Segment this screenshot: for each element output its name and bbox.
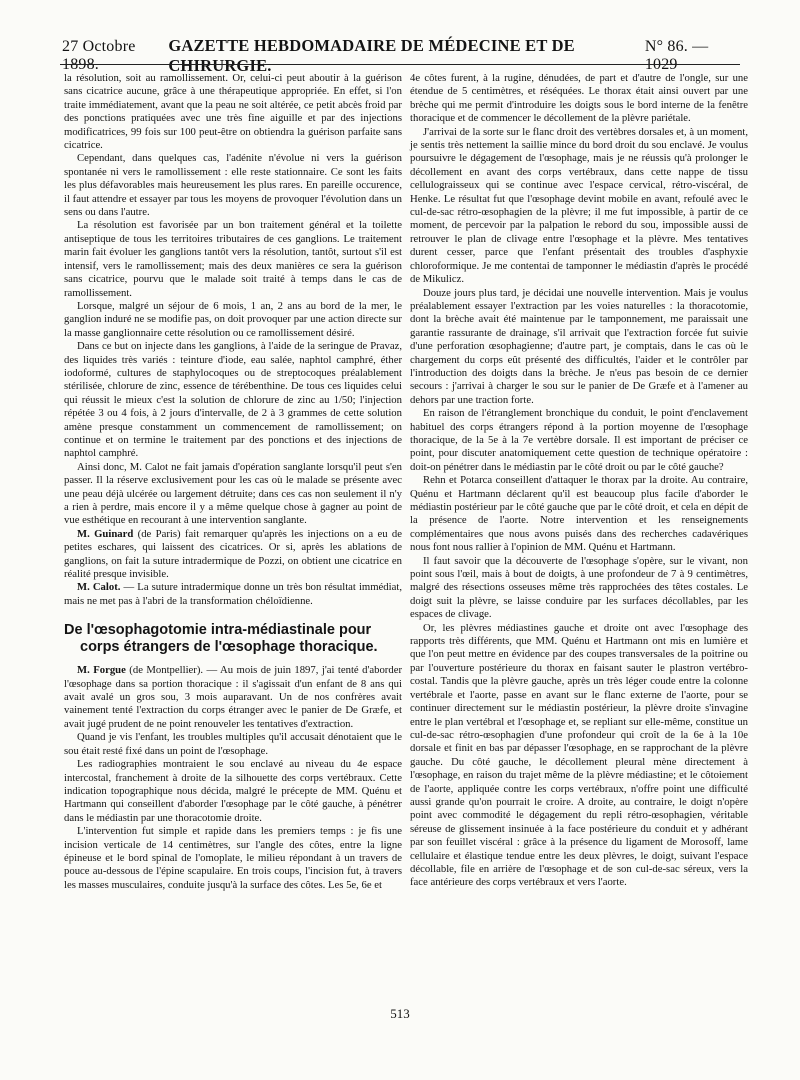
issue-date: 27 Octobre 1898. xyxy=(62,38,136,73)
issue-number-page: N° 86. — 1029 xyxy=(644,38,709,73)
paragraph xyxy=(64,528,402,582)
paragraph: Rehn et Potarca conseillent d'attaquer le thorax par la droite. Au contraire, Quénu et Hartmann déclarent qu'il est beaucoup plus facile d'aborder le médiastin postérieur par le côté gauche que par le côté droit, et cela en dépit de la présence de l'aorte. Notre intervention et les renseignements complémentaires que nous avons puisés dans des recherches cadavériques nous font nous rallier à l'opinion de MM. Quénu et Hartmann. xyxy=(410,474,748,554)
paragraph: Ainsi donc, M. Calot ne fait jamais d'opération sanglante lorsqu'il peut s'en passer. Il la réserve exclusivement pour les cas où le malade se présente avec une peau déjà ulcérée ou largement détruite; dans ces cas non seulement il n'y a rien à perdre, mais encore il y a même quelque chose à gagner au point de vue esthétique en recourant à une intervention sanglante. xyxy=(64,460,402,527)
paragraph: Douze jours plus tard, je décidai une nouvelle intervention. Mais je voulus préalablement essayer l'extraction par les voies naturelles : la thoracotomie, dont la brèche avait été maintenue par le tamponnement, me paraissait une garantie rassurante de drainage, s'il arrivait que l'extraction forcée fut suivie d'une perforation œsophagienne; d'autre part, je comptais, dans le cas où le chargement du corps eût présenté des difficultés, l'aider et le contrôler par l'introduction des doigts dans la brèche. Je n'eus pas besoin de ce dernier secours : j'arrivai à charger le sou sur le panier de De Græfe et à l'amener au dehors par une traction forte. xyxy=(410,286,748,406)
speaker-name: M. Calot. xyxy=(77,581,121,594)
header-rule xyxy=(60,64,740,65)
left-column xyxy=(64,72,402,892)
right-column xyxy=(410,72,748,890)
paragraph-text: (de Paris) fait remarquer qu'après les injections on a eu de petites eschares, qui laissent des cicatrices. Or si, après les ablations de ganglions, on fait la suture intradermique de Pozzi, on obtient une cicatrice en réalité presque invisible. xyxy=(64,527,402,581)
paragraph: Quand je vis l'enfant, les troubles multiples qu'il accusait dénotaient que le sou était resté fixé dans un point de l'œsophage. xyxy=(64,731,402,757)
paragraph: la résolution, soit au ramollissement. Or, celui-ci peut aboutir à la guérison sans cicatrice aucune, grâce à une thérapeutique appropriée. En effet, si l'on traite immédiatement, avant que la peau ne soit altérée, ce petit abcès froid par des ponctions pratiquées avec une très fine aiguille et par des injections modificatrices, 99 fois sur 100 peut-être on obtiendra la guérison parfaite sans cicatrice. xyxy=(64,72,402,152)
paragraph-text: (de Montpellier). — Au mois de juin 1897, j'ai tenté d'aborder l'œsophage dans sa portion thoracique : il s'agissait d'un enfant de 8 ans qui avait avalé un gros sou, 3 mois auparavant. Un de nos confrères avait vainement tenté l'extraction du corps étranger avec le panier de De Græfe, et avait jugé prudent de ne point renouveler les tentatives d'extraction. xyxy=(64,664,403,730)
paragraph: Lorsque, malgré un séjour de 6 mois, 1 an, 2 ans au bord de la mer, le ganglion induré ne se modifie pas, on doit provoquer par une action directe sur la masse ganglionnaire cette résolution ou ce ramollissement désiré. xyxy=(64,299,402,339)
section-heading-line: corps étrangers de l'œsophage thoracique. xyxy=(80,639,378,656)
page-number: 513 xyxy=(390,1006,410,1021)
paragraph: J'arrivai de la sorte sur le flanc droit des vertèbres dorsales et, à un moment, je sentis très nettement la saillie mince du bord droit du sou enclavé. Je voulus poursuivre le dégagement de l'œsophage, mais je ne réussis qu'à prolonger le décollement en avant des corps vertébraux, dans cette nappe de tissu cellulograisseux qui se continue avec l'espace cervical, rétro-viscéral, de Henke. Le résultat fut que l'œsophage devint mobile en avant, refoulé avec le cul-de-sac rétro-œsophagien de la plèvre; il me fut impossible, à partir de ce moment, de percevoir par la palpation le rebord du sou, impossible aussi de retrouver le plan de clivage entre l'œsophage et la plèvre. Mes tentatives durent cesser, parce que l'enfant présentait des troubles d'asphyxie chloroformique. Je me contentai de tamponner le médiastin d'après le procédé de Mikulicz. xyxy=(410,125,748,286)
paragraph: Dans ce but on injecte dans les ganglions, à l'aide de la seringue de Pravaz, des liquides très variés : teinture d'iode, eau salée, naphtol camphré, éther iodoformé, cultures de staphylocoques ou de streptocoques préalablement stérilisée, chlorure de zinc, essence de térébenthine. De tous ces liquides celui qui réussit le mieux c'est la solution de chlorure de zinc au 1/50; l'injection répétée 3 ou 4 fois, à 2 jours d'intervalle, de 2 à 3 grammes de cette solution amène presque constamment un commencement de ramollissement; on continue et on termine le traitement par des ponctions et des injections de naphtol camphré. xyxy=(64,340,402,460)
paragraph: Il faut savoir que la découverte de l'œsophage s'opère, sur le vivant, non point sous l'œil, mais à bout de doigts, à une profondeur de 7 à 9 centimètres, malgré des résections osseuses même très rapprochées des têtes costales. Le doigt suit la plèvre, se laisse conduire par les surfaces décollables, par les espaces de clivage. xyxy=(410,554,748,621)
paragraph xyxy=(64,581,402,608)
paragraph-text: — La suture intradermique donne un très bon résultat immédiat, mais ne met pas à l'abri de la transformation chéloïdienne. xyxy=(64,581,402,607)
journal-title: GAZETTE HEBDOMADAIRE DE MÉDECINE ET DE CHIRURGIE. xyxy=(168,36,575,75)
paragraph: Les radiographies montraient le sou enclavé au niveau du 4e espace intercostal, franchement à droite de la silhouette des corps vertébraux. Cette indication topographique nous décida, malgré le précepte de MM. Quénu et Hartmann qui conseillent d'aborder l'œsophage par le côté gauche, à pénétrer dans le médiastin par une thoracotomie droite. xyxy=(64,758,402,824)
paragraph: 4e côtes furent, à la rugine, dénudées, de part et d'autre de l'ongle, sur une étendue de 5 centimètres, et réséquées. Le thorax était ainsi ouvert par une brèche qui me permit d'introduire les doigts sous le bord interne de la fenêtre thoracique et de commencer le décollement de la plèvre pariétale. xyxy=(410,72,748,125)
paragraph: Or, les plèvres médiastines gauche et droite ont avec l'œsophage des rapports très différents, que MM. Quénu et Hartmann ont mis en lumière et que l'on peut mettre en évidence par des coupes transversales de la poitrine ou par l'ouverture postérieure du thorax en faisant sauter le plastron vertébro-costal. Tandis que la plèvre gauche, après un très léger coude entre la colonne vertébrale et l'aorte, passe en avant sur le flanc externe de l'aorte, pour se continuer directement sur le médiastin postérieur, la plèvre droite s'invagine entre le plan vertébral et l'œsophage et, se repliant sur elle-même, constitue un cul-de-sac rétro-œsophagien d'une profondeur qui croît de la 6e à la 10e dorsale et finit en bas par dépasser l'œsophage, en se rapprochant de la plèvre gauche. Du côté gauche, le décollement pleural mène directement à l'œsophage, en raison du trajet même de la plèvre médiastine; et le côtoiement de l'aorte, appliquée contre les corps vertébraux, n'offre point une difficulté aussi grande qu'on pourrait le croire. A droite, au contraire, le doigt n'opère point avec commodité le dégagement du repli rétro-œsophagien, véritable séreuse de glissement insinuée à la face postérieure du conduit et y adhérant par son feuillet viscéral : grâce à la présence du ligament de Morosoff, lame cellulaire et élastique tendue entre les deux plèvres, le doigt, suivant l'espace décollable, file en arrière de l'œsophage et de son cul-de-sac séreux, vers la face antérieure des corps vertébraux et vers l'aorte. xyxy=(410,621,748,889)
section-heading-line: De l'œsophagotomie intra-médiastinale pour xyxy=(64,622,372,639)
speaker-name: M. Forgue xyxy=(77,664,126,677)
paragraph: Cependant, dans quelques cas, l'adénite n'évolue ni vers la guérison spontanée ni vers le ramollissement : elle reste stationnaire. Ce sont les faits les plus défavorables mais heureusement les plus rares. En pareille occurence, il faut attendre et essayer par tous les moyens de provoquer l'évolution dans un sens ou dans l'autre. xyxy=(64,152,402,219)
speaker-name: M. Guinard xyxy=(77,527,134,540)
paragraph: En raison de l'étranglement bronchique du conduit, le point d'enclavement habituel des corps étrangers répond à la portion moyenne de l'œsophage thoracique, de la 5e à la 7e vertèbre dorsale. Il est important de préciser ce point, pour discuter anatomiquement cette question de technique opératoire : doit-on pénétrer dans le médiastin par le côté droit ou par le côté gauche? xyxy=(410,407,748,473)
paragraph: La résolution est favorisée par un bon traitement général et la toilette antiseptique de tous les territoires tributaires de ces ganglions. Le traitement marin fait évoluer les ganglions tantôt vers la résolution, tantôt, surtout s'il est intensif, vers le ramollissement; mais des deux manières ce sera la guérison sans cicatrice, pourvu que le malade soit traité à temps dans le cas de ramollissement. xyxy=(64,219,402,299)
running-header xyxy=(62,36,738,75)
paragraph: L'intervention fut simple et rapide dans les premiers temps : je fis une incision verticale de 14 centimètres, sur l'angle des côtes, entre la ligne épineuse et le bord spinal de l'omoplate, le milieu répondant à un travers de pouce au-dessous de l'épine scapulaire. En trois coups, l'incision fut, à travers les masses musculaires, conduite jusqu'à la surface des côtes. Les 5e, 6e et xyxy=(64,825,402,891)
section-heading xyxy=(64,622,402,656)
paragraph xyxy=(64,664,402,731)
